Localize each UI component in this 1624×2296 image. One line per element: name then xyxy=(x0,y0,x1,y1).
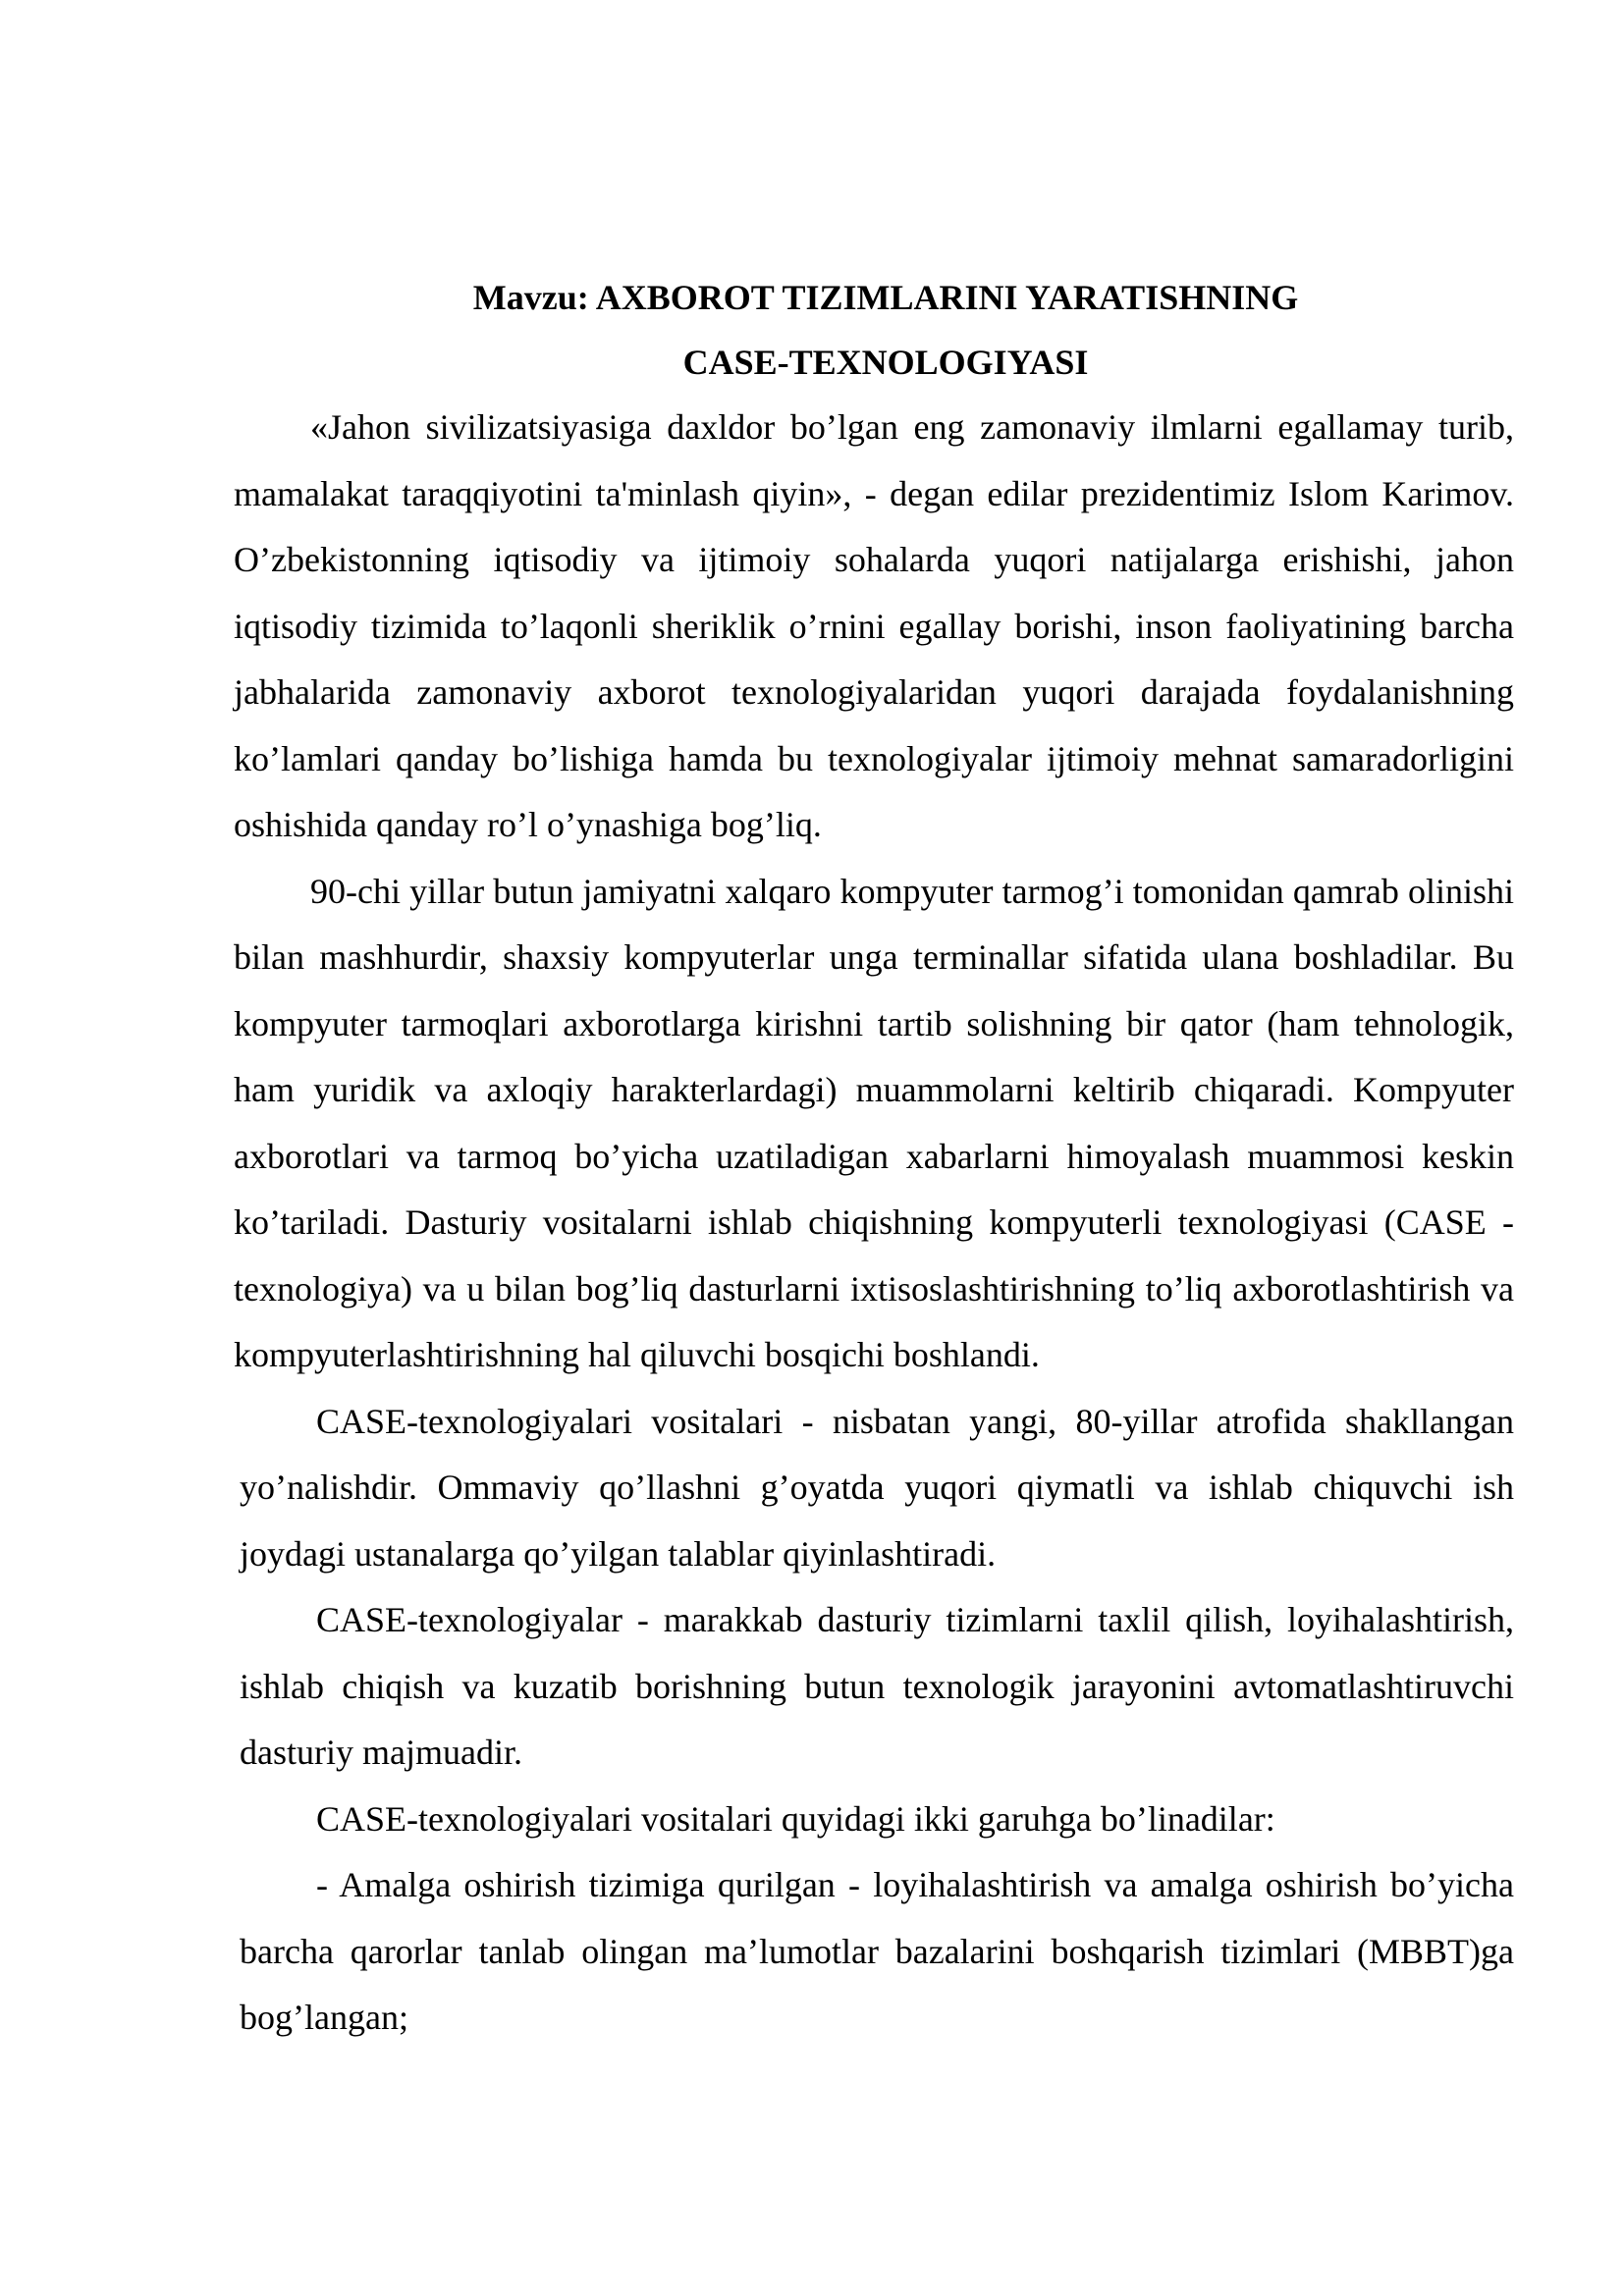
paragraph-1: «Jahon sivilizatsiyasiga daxldor bo’lgan eng zamonaviy ilmlarni egallamay turib, mamalakat taraqqiyotini ta'minlash qiyin», - degan edilar prezidentimiz Islom Karimov. O’zbekistonning iqtisodiy va ijtimoiy sohalarda yuqori natijalarga erishishi, jahon iqtisodiy tizimida to’laqonli sheriklik o’rnini egallay borishi, inson faoliyatining barcha jabhalarida zamonaviy axborot texnologiyalaridan yuqori darajada foydalanishning ko’lamlari qanday bo’lishiga hamda bu texnologiyalar ijtimoiy mehnat samaradorligini oshishida qanday ro’l o’ynashiga bog’liq. xyxy=(234,407,1514,844)
paragraph-3: CASE-texnologiyalari vositalari - nisbatan yangi, 80-yillar atrofida shakllangan yo’nalishdir. Ommaviy qo’llashni g’oyatda yuqori qiymatli va ishlab chiquvchi ish joydagi ustanalarga qo’yilgan talablar qiyinlashtiradi. xyxy=(240,1401,1514,1574)
document-body xyxy=(234,265,1514,2052)
document-title-line-1: Mavzu: AXBOROT TIZIMLARINI YARATISHNING xyxy=(472,278,1299,317)
paragraph-2: 90-chi yillar butun jamiyatni xalqaro kompyuter tarmog’i tomonidan qamrab olinishi bilan mashhurdir, shaxsiy kompyuterlar unga terminallar sifatida ulana boshladilar. Bu kompyuter tarmoqlari axborotlarga kirishni tartib solishning bir qator (ham tehnologik, ham yuridik va axloqiy harakterlardagi) muammolarni keltirib chiqaradi. Kompyuter axborotlari va tarmoq bo’yicha uzatiladigan xabarlarni himoyalash muammosi keskin ko’tariladi. Dasturiy vositalarni ishlab chiqishning kompyuterli texnologiyasi (CASE - texnologiya) va u bilan bog’liq dasturlarni ixtisoslashtirishning to’liq axborotlashtirish va kompyuterlashtirishning hal qiluvchi bosqichi boshlandi. xyxy=(234,871,1514,1374)
paragraph-5: CASE-texnologiyalari vositalari quyidagi ikki garuhga bo’linadilar: xyxy=(316,1798,1275,1839)
document-title-line-2: CASE-TEXNOLOGIYASI xyxy=(682,343,1089,382)
paragraph-6: - Amalga oshirish tizimiga qurilgan - loyihalashtirish va amalga oshirish bo’yicha barcha qarorlar tanlab olingan ma’lumotlar bazalarini boshqarish tizimlari (MBBT)ga bog’langan; xyxy=(240,1865,1514,2037)
paragraph-4: CASE-texnologiyalar - marakkab dasturiy tizimlarni taxlil qilish, loyihalashtirish, ishlab chiqish va kuzatib borishning butun texnologik jarayonini avtomatlashtiruvchi dasturiy majmuadir. xyxy=(240,1600,1514,1772)
